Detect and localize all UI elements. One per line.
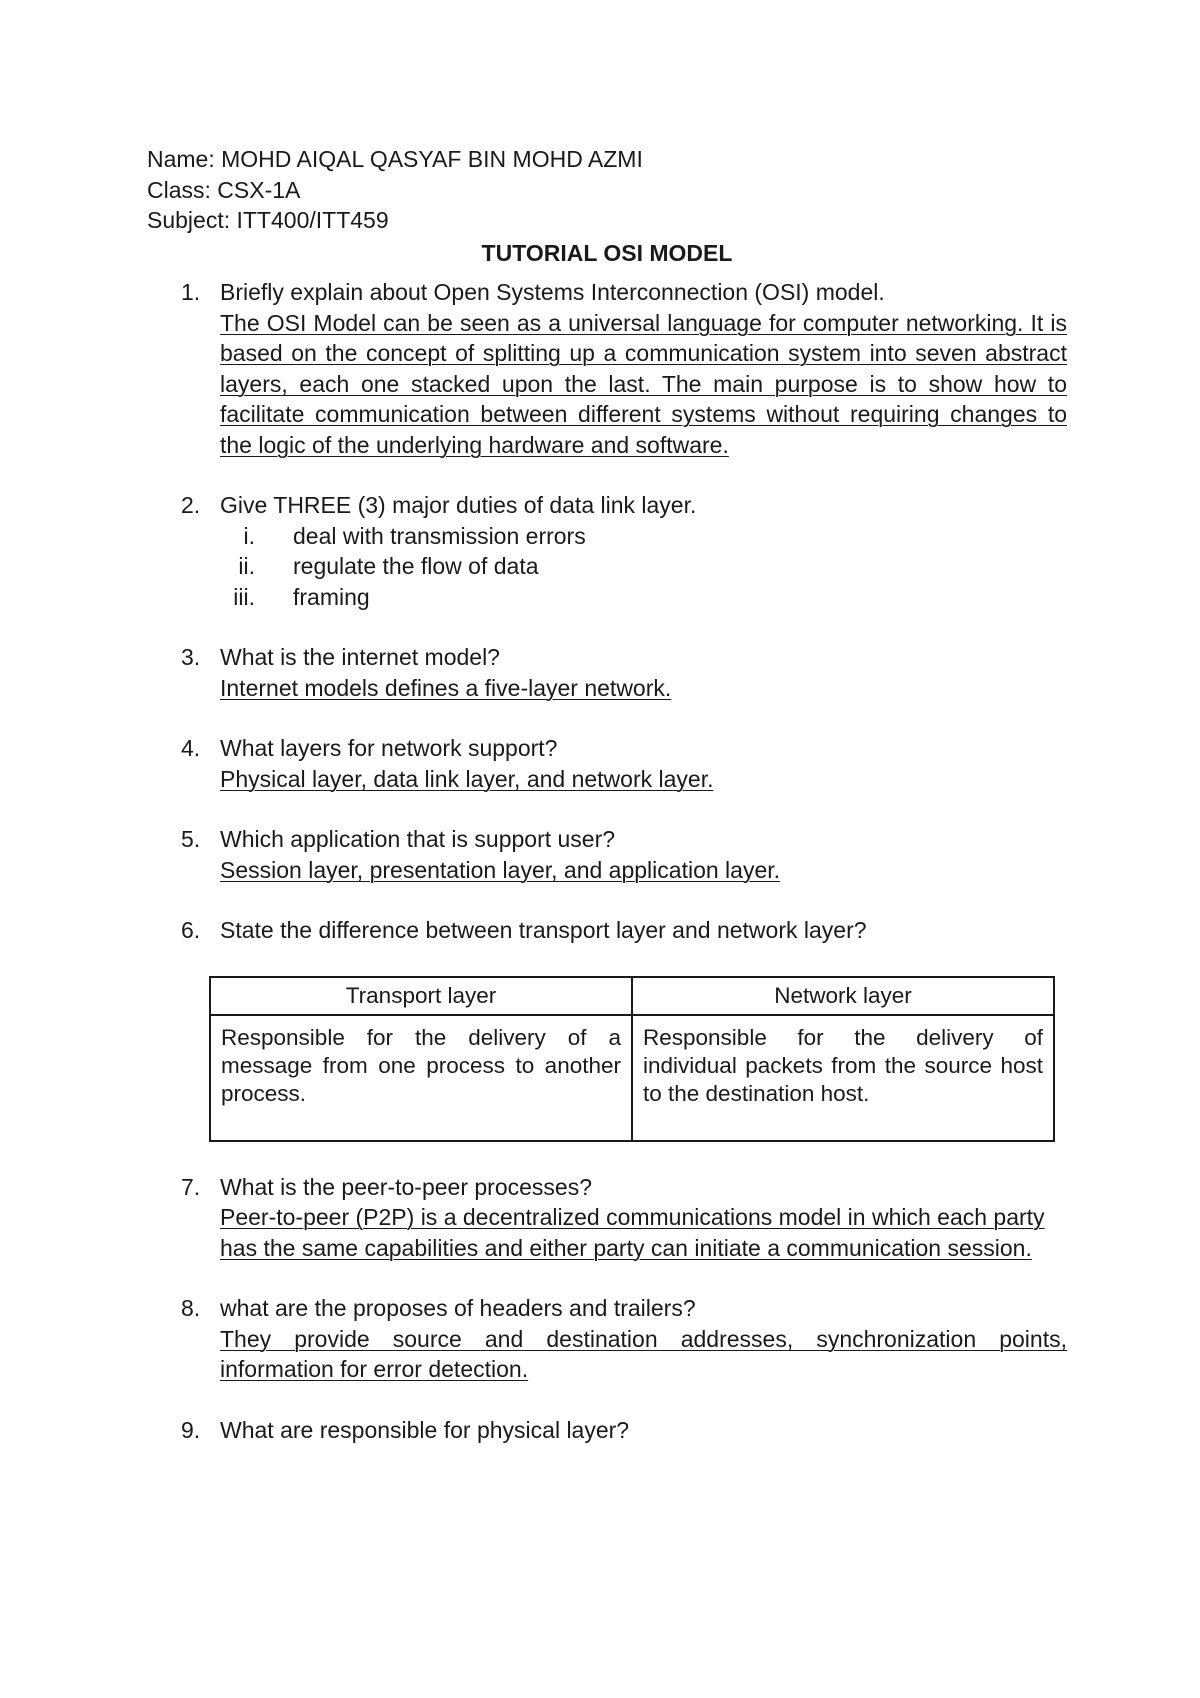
question-7 — [147, 1172, 1067, 1264]
comparison-table — [209, 976, 1055, 1142]
answer-text: Internet models defines a five-layer network. — [220, 674, 672, 701]
question-number: 4. — [181, 735, 201, 761]
question-list — [147, 277, 1067, 1445]
question-8 — [147, 1293, 1067, 1385]
question-text: What is the peer-to-peer processes? — [220, 1173, 593, 1200]
answer-text: They provide source and destination addresses, synchronization points, information for error detection. — [220, 1325, 1067, 1382]
question-text: Which application that is support user? — [220, 826, 616, 852]
answer-text: Session layer, presentation layer, and application layer. — [220, 856, 781, 883]
duty-list — [220, 521, 1067, 613]
question-number: 8. — [181, 1295, 201, 1321]
table-row — [210, 1015, 1054, 1141]
question-number: 3. — [181, 644, 201, 670]
answer-text: Physical layer, data link layer, and network layer. — [220, 765, 714, 792]
duty-number: ii. — [238, 553, 255, 579]
question-number: 7. — [181, 1173, 201, 1200]
duty-number: i. — [243, 522, 255, 549]
list-item — [220, 582, 1067, 613]
duty-number: iii. — [233, 583, 255, 610]
question-text: What are responsible for physical layer? — [220, 1416, 630, 1443]
question-1 — [147, 277, 1067, 460]
student-name: Name: MOHD AIQAL QASYAF BIN MOHD AZMI — [147, 146, 643, 172]
answer-text: Peer-to-peer (P2P) is a decentralized communications model in which each party has the same capabilities and either party can initiate a communication session. — [220, 1204, 1045, 1261]
question-number: 2. — [181, 492, 201, 518]
page-title: TUTORIAL OSI MODEL — [481, 239, 733, 266]
transport-layer-cell: Responsible for the delivery of a message from one process to another process. — [210, 1015, 632, 1141]
question-4 — [147, 733, 1067, 794]
document-content — [147, 144, 1067, 1475]
question-5 — [147, 824, 1067, 885]
student-class: Class: CSX-1A — [147, 176, 301, 203]
question-text: What is the internet model? — [220, 644, 500, 670]
question-2 — [147, 490, 1067, 612]
duty-text: regulate the flow of data — [293, 553, 539, 579]
subject: Subject: ITT400/ITT459 — [147, 207, 389, 233]
question-6 — [147, 915, 1067, 1142]
list-item — [220, 521, 1067, 552]
question-text: State the difference between transport layer and network layer? — [220, 917, 867, 943]
question-number: 9. — [181, 1416, 201, 1443]
question-text: Briefly explain about Open Systems Interconnection (OSI) model. — [220, 279, 885, 305]
question-number: 6. — [181, 917, 201, 943]
list-item — [220, 551, 1067, 582]
duty-text: deal with transmission errors — [293, 522, 586, 549]
question-3 — [147, 642, 1067, 703]
question-text: Give THREE (3) major duties of data link layer. — [220, 492, 697, 518]
question-text: what are the proposes of headers and trailers? — [220, 1295, 696, 1321]
question-9 — [147, 1415, 1067, 1446]
duty-text: framing — [293, 583, 370, 610]
answer-text: The OSI Model can be seen as a universal language for computer networking. It is based on the concept of splitting up a communication system into seven abstract layers, each one stacked upon the last. The main purpose is to show how to facilitate communication between different systems without requiring changes to the logic of the underlying hardware and software. — [220, 309, 1067, 458]
column-header-transport: Transport layer — [210, 977, 632, 1015]
column-header-network: Network layer — [632, 977, 1054, 1015]
network-layer-cell: Responsible for the delivery of individual packets from the source host to the destination host. — [632, 1015, 1054, 1141]
question-number: 1. — [181, 279, 201, 305]
question-number: 5. — [181, 826, 201, 852]
question-text: What layers for network support? — [220, 735, 558, 761]
table-header-row — [210, 977, 1054, 1015]
